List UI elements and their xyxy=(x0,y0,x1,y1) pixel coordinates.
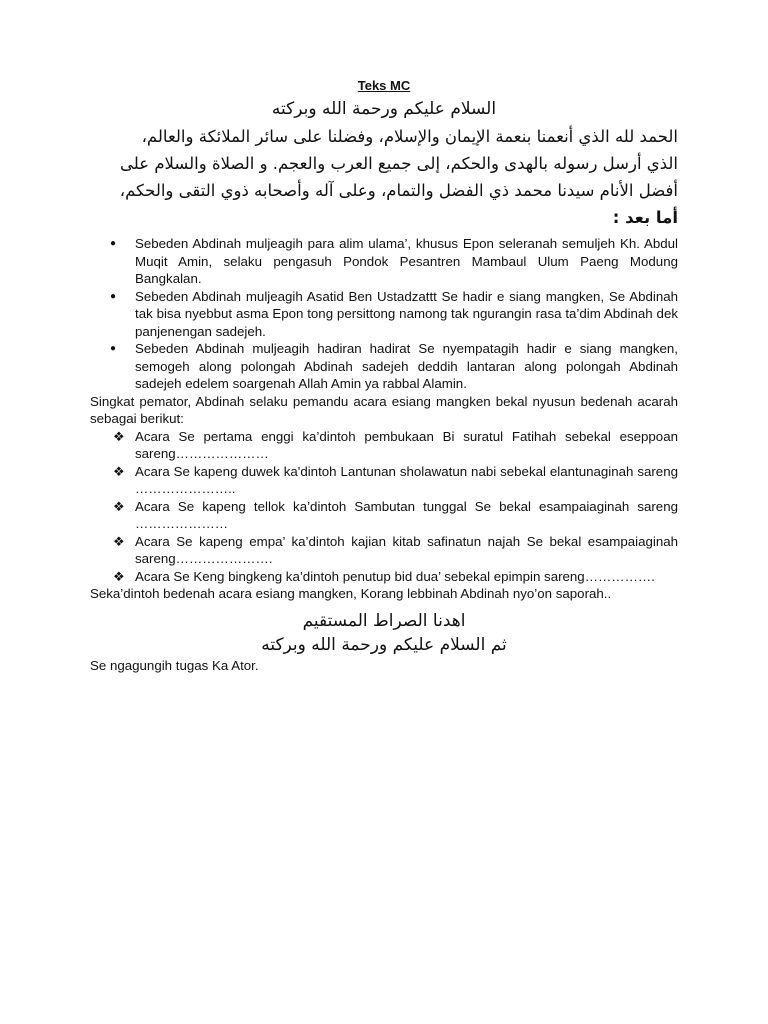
intro-paragraph: Singkat pemator, Abdinah selaku pemandu acara esiang mangken bekal nyusun bedenah acarah sebagai berikut: xyxy=(90,393,678,426)
agenda-text: Acara Se Keng bingkeng ka’dintoh penutup bid dua’ sebekal epimpin sareng……………. xyxy=(135,568,655,584)
diamond-bullet-icon: ❖ xyxy=(113,463,125,479)
agenda-item xyxy=(113,498,678,533)
document-title: Teks MC xyxy=(357,78,411,93)
agenda-text: Acara Se kapeng tellok ka’dintoh Sambutan tunggal Se bekal esampaiaginah sareng ………………… xyxy=(135,498,678,531)
hamdalah-line: أفضل الأنام سيدنا محمد ذي الفضل والتمام، وعلى آله وأصحابه ذوي التقى والحكم، xyxy=(119,181,678,200)
ihdina-line: اهدنا الصراط المستقيم xyxy=(302,610,466,631)
agenda-item xyxy=(113,568,678,586)
diamond-bullet-icon: ❖ xyxy=(113,498,125,514)
agenda-list xyxy=(90,428,678,586)
agenda-text: Acara Se pertama enggi ka’dintoh pembukaan Bi suratul Fatihah sebekal eseppoan sareng………………… xyxy=(135,428,678,461)
salam-opening: السلام عليكم ورحمة الله وبركته xyxy=(271,99,497,119)
agenda-text: Acara Se kapeng empa’ ka’dintoh kajian kitab safinatun najah Se bekal esampaiaginah sareng…………………. xyxy=(135,533,678,566)
document-page xyxy=(90,78,678,674)
diamond-bullet-icon: ❖ xyxy=(113,568,125,584)
hamdalah-paragraph xyxy=(90,123,678,231)
hamdalah-line: الذي أرسل رسوله بالهدى والحكم، إلى جميع العرب والعجم. و الصلاة والسلام على xyxy=(120,154,678,173)
agenda-text: Acara Se kapeng duwek ka'dintoh Lantunan sholawatun nabi sebekal elantunaginah sareng ………………….. xyxy=(135,463,678,496)
hamdalah-line: الحمد لله الذي أنعمنا بنعمة الإيمان والإسلام، وفضلنا على سائر الملائكة والعالم، xyxy=(141,127,678,146)
acknowledgement-list xyxy=(90,235,678,393)
handover-line: Se ngagungih tugas Ka Ator. xyxy=(90,657,259,673)
diamond-bullet-icon: ❖ xyxy=(113,533,125,549)
salam-closing: ثم السلام عليكم ورحمة الله وبركته xyxy=(261,634,507,655)
diamond-bullet-icon: ❖ xyxy=(113,428,125,444)
list-item: ● Sebeden Abdinah muljeagih para alim ulama’, khusus Epon seleranah semuljeh Kh. Abdul Muqit Amin, selaku pengasuh Pondok Pesantren Mambaul Ulum Paeng Modung Bangkalan. xyxy=(135,235,678,288)
agenda-item xyxy=(113,463,678,498)
agenda-item xyxy=(113,533,678,568)
list-item: ● Sebeden Abdinah muljeagih hadiran hadirat Se nyempatagih hadir e siang mangken, semogeh along polongah Abdinah sadejeh deddih lantaran along polongah Abdinah sadejeh edelem soargenah Allah Amin ya rabbal Alamin. xyxy=(135,340,678,393)
list-item: ● Sebeden Abdinah muljeagih Asatid Ben Ustadzattt Se hadir e siang mangken, Se Abdinah tak bisa nyebbut asma Epon tong persittong namong tak ngurangin rasa ta’dim Abdinah dek panjenengan sadejeh. xyxy=(135,288,678,341)
closing-paragraph: Seka’dintoh bedenah acara esiang mangken, Korang lebbinah Abdinah nyo’on saporah.. xyxy=(90,586,612,601)
amma-badu: أما بعد : xyxy=(612,208,678,227)
agenda-item xyxy=(113,428,678,463)
